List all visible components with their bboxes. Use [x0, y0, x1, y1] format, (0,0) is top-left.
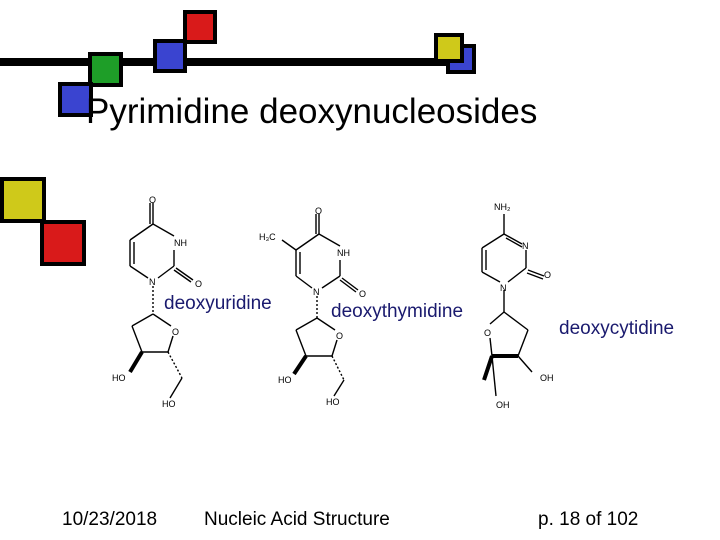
atom-o: O	[544, 270, 552, 280]
header-rule	[0, 58, 462, 66]
footer-topic: Nucleic Acid Structure	[204, 509, 390, 530]
green-square	[88, 52, 123, 87]
atom-o: O	[195, 279, 203, 289]
deoxycytidine-structure	[470, 200, 590, 414]
yellow-square-right	[434, 33, 464, 63]
atom-o: O	[315, 206, 323, 216]
atom-n: N	[500, 283, 507, 293]
label-deoxythymidine: deoxythymidine	[331, 301, 464, 322]
atom-ho: HO	[278, 375, 292, 385]
atom-o: O	[359, 289, 367, 299]
footer-date: 10/23/2018	[62, 509, 158, 530]
atom-n: N	[522, 241, 529, 251]
red-square-left	[40, 220, 86, 266]
label-deoxyuridine: deoxyuridine	[164, 293, 272, 314]
page-title: Pyrimidine deoxynucleosides	[86, 92, 538, 131]
yellow-square-left	[0, 177, 46, 223]
atom-n: N	[313, 287, 320, 297]
atom-h3c: H₃C	[259, 232, 276, 242]
atom-nh: NH	[174, 238, 187, 248]
atom-ho: HO	[112, 373, 126, 383]
atom-ho: HO	[326, 397, 340, 407]
atom-o: O	[336, 331, 344, 341]
atom-n: N	[149, 277, 156, 287]
footer-page-number: p. 18 of 102	[538, 509, 639, 530]
atom-ho: HO	[162, 399, 176, 409]
atom-nh2: NH₂	[494, 202, 511, 212]
atom-nh: NH	[337, 248, 350, 258]
atom-o: O	[149, 195, 157, 205]
label-deoxycytidine: deoxycytidine	[559, 318, 675, 339]
atom-o: O	[172, 327, 180, 337]
red-square-top	[183, 10, 217, 44]
atom-oh: OH	[540, 373, 554, 383]
atom-o: O	[484, 328, 492, 338]
atom-oh: OH	[496, 400, 510, 410]
blue-square-top	[153, 39, 187, 73]
